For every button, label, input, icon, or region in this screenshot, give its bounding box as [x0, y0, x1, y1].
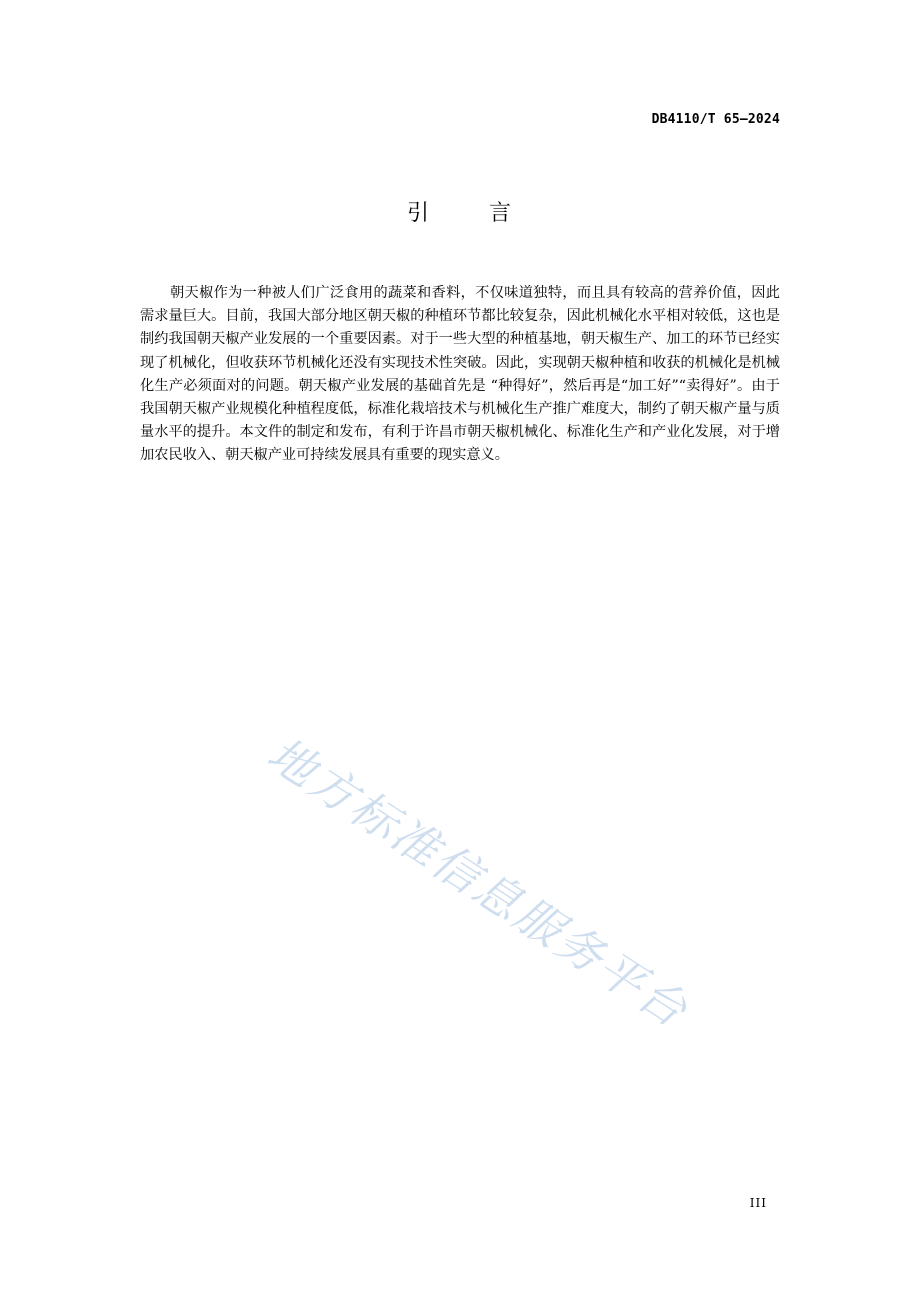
watermark: 地方标准信息服务平台 — [258, 726, 699, 1039]
section-title — [0, 196, 920, 227]
document-code: DB4110/T 65—2024 — [651, 112, 780, 127]
page-number: III — [749, 1196, 767, 1210]
introduction-paragraph: 朝天椒作为一种被人们广泛食用的蔬菜和香料，不仅味道独特，而且具有较高的营养价值，因此需求量巨大。目前，我国大部分地区朝天椒的种植环节都比较复杂，因此机械化水平相对较低，这也是制约我国朝天椒产业发展的一个重要因素。对于一些大型的种植基地，朝天椒生产、加工的环节已经实现了机械化，但收获环节机械化还没有实现技术性突破。因此，实现朝天椒种植和收获的机械化是机械化生产必须面对的问题。朝天椒产业发展的基础首先是 “种得好”，然后再是“加工好”“卖得好”。由于我国朝天椒产业规模化种植程度低，标准化栽培技术与机械化生产推广难度大，制约了朝天椒产量与质量水平的提升。本文件的制定和发布，有利于许昌市朝天椒机械化、标准化生产和产业化发展，对于增加农民收入、朝天椒产业可持续发展具有重要的现实意义。 — [140, 285, 780, 464]
section-title-char-2: 言 — [489, 201, 514, 226]
section-title-char-1: 引 — [406, 201, 431, 226]
